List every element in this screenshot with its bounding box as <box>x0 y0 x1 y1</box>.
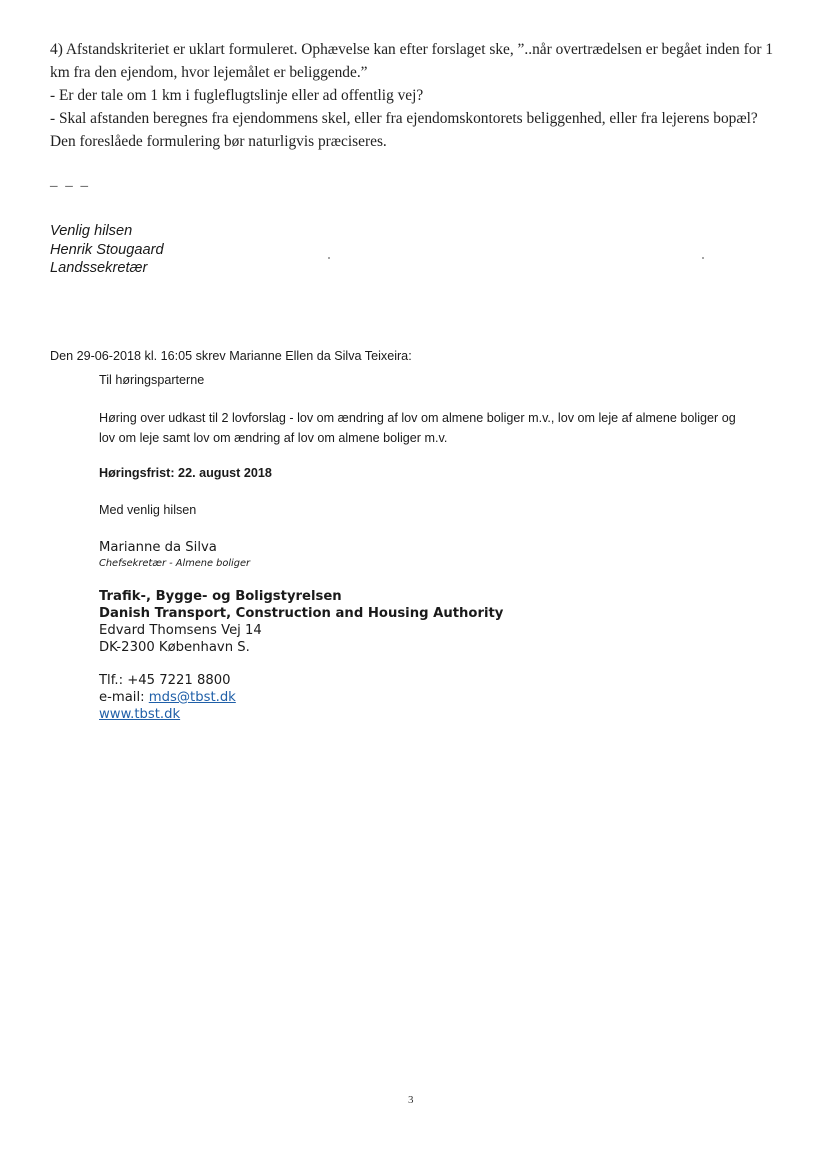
signature-title: Landssekretær <box>50 260 148 276</box>
org-name-english: Danish Transport, Construction and Housing Authority <box>99 606 504 621</box>
email-quote-header: Den 29-06-2018 kl. 16:05 skrev Marianne Ellen da Silva Teixeira: <box>50 349 412 363</box>
phone-number: Tlf.: +45 7221 8800 <box>99 673 231 688</box>
website-link[interactable]: www.tbst.dk <box>99 707 181 722</box>
organization-block <box>99 588 503 656</box>
page-number: 3 <box>408 1094 414 1106</box>
contact-block <box>99 672 236 723</box>
email-line <box>99 689 236 706</box>
email-link[interactable]: mds@tbst.dk <box>148 690 236 705</box>
signature-block <box>50 222 164 278</box>
signature-name: Henrik Stougaard <box>50 241 164 258</box>
separator: – – – <box>50 178 90 194</box>
email-label: e-mail: <box>99 690 149 705</box>
org-name-danish: Trafik-, Bygge- og Boligstyrelsen <box>99 589 342 604</box>
letter-body <box>50 38 780 153</box>
scan-speck <box>328 257 330 259</box>
question-straight-line: - Er der tale om 1 km i fugleflugtslinje eller ad offentlig vej? <box>50 87 424 104</box>
scan-speck <box>702 257 704 259</box>
email-closing: Med venlig hilsen <box>99 503 197 517</box>
paragraph-conclusion: Den foreslåede formulering bør naturligvis præciseres. <box>50 133 387 150</box>
email-subject: Høring over udkast til 2 lovforslag - lov om ændring af lov om almene boliger m.v., lov om leje af almene boliger og lov om leje samt lov om ændring af lov om almene boliger m.v. <box>99 411 736 445</box>
paragraph-distance-criterion: 4) Afstandskriteriet er uklart formuleret. Ophævelse kan efter forslaget ske, ”..når overtrædelsen er begået inden for 1 km fra den ejendom, hvor lejemålet er beliggende.” <box>50 41 774 81</box>
signature-closing: Venlig hilsen <box>50 223 133 239</box>
consultation-deadline: Høringsfrist: 22. august 2018 <box>99 466 272 480</box>
sender-name: Marianne da Silva <box>99 540 217 555</box>
sender-title: Chefsekretær - Almene boliger <box>99 558 251 569</box>
question-measurement-point: - Skal afstanden beregnes fra ejendommens skel, eller fra ejendomskontorets beliggenhed, eller fra lejerens bopæl? <box>50 110 758 127</box>
email-recipients: Til høringsparterne <box>99 373 205 387</box>
address-street: Edvard Thomsens Vej 14 <box>99 623 262 638</box>
address-city: DK-2300 København S. <box>99 640 250 655</box>
